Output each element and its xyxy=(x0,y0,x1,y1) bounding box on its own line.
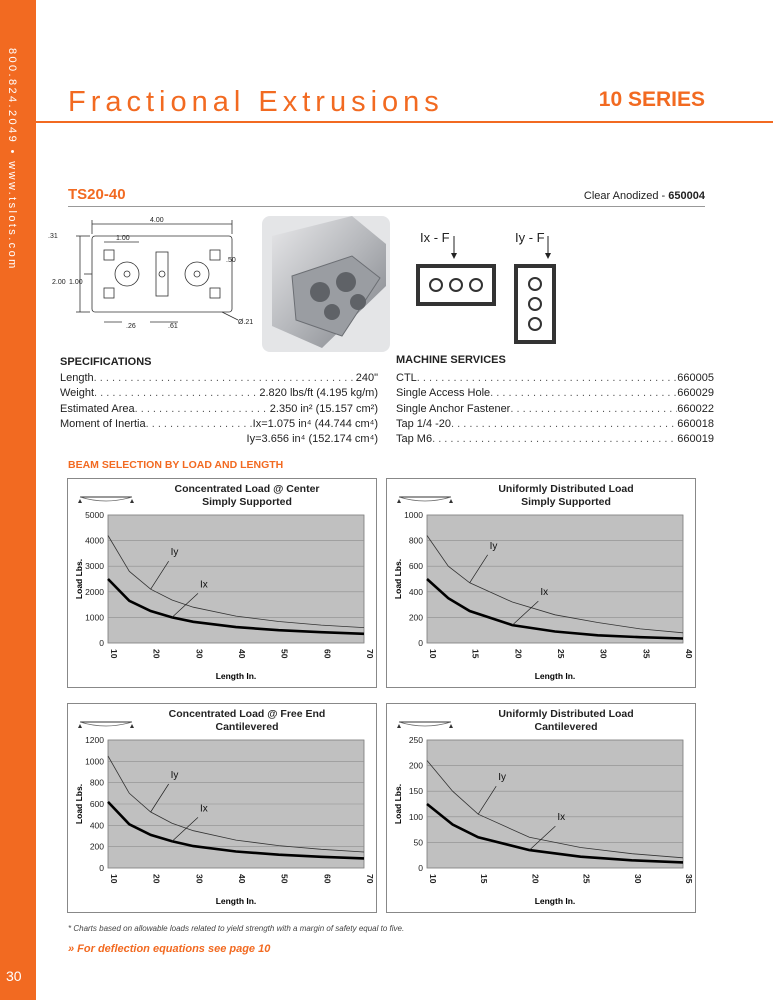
contact-text: 800.824.2049 • www.tslots.com xyxy=(6,48,18,271)
chart-panel-2 xyxy=(386,478,696,688)
ix-profile-icon xyxy=(416,234,496,308)
y-tick-label: 0 xyxy=(99,863,104,873)
spec-label: Estimated Area xyxy=(60,402,135,415)
y-axis-label: Load Lbs. xyxy=(74,558,84,600)
service-code: 660019 xyxy=(677,433,714,446)
y-tick-label: 1200 xyxy=(85,735,104,745)
chart-4 xyxy=(387,704,697,914)
specifications-heading: SPECIFICATIONS xyxy=(60,356,152,368)
chart-panel-4 xyxy=(386,703,696,913)
finish-code: 650004 xyxy=(668,190,705,202)
footnote: * Charts based on allowable loads related to yield strength with a margin of safety equal to five. xyxy=(68,924,405,933)
service-label: Tap M6 xyxy=(396,433,433,446)
series-label: 10 SERIES xyxy=(598,88,705,111)
chart-title: Uniformly Distributed Load xyxy=(498,483,634,495)
extrusion-photo xyxy=(262,216,390,352)
x-tick-label: 10 xyxy=(428,874,438,884)
chart-subtitle: Simply Supported xyxy=(202,496,292,508)
x-tick-label: 30 xyxy=(598,649,609,659)
x-axis-label: Length In. xyxy=(215,671,257,681)
x-tick-label: 20 xyxy=(530,874,541,884)
part-rule xyxy=(68,206,705,207)
chart-title-3 xyxy=(128,708,366,734)
finish-label xyxy=(584,190,705,202)
service-row xyxy=(396,432,714,447)
chart-title: Concentrated Load @ Free End xyxy=(168,708,326,720)
spec-value: Ix=1.075 in⁴ (44.744 cm⁴) xyxy=(252,417,378,430)
y-tick-label: 1000 xyxy=(404,510,423,520)
header-rule xyxy=(36,121,773,123)
y-tick-label: 150 xyxy=(408,786,423,797)
x-tick-label: 20 xyxy=(513,649,524,659)
y-tick-label: 100 xyxy=(408,811,423,822)
load-diagram-icon xyxy=(397,722,453,728)
y-tick-label: 2000 xyxy=(85,586,104,597)
service-code: 660005 xyxy=(677,372,714,384)
profile-drawing xyxy=(44,212,264,337)
y-tick-label: 800 xyxy=(408,535,423,546)
service-code: 660018 xyxy=(677,417,714,430)
chart-title: Uniformly Distributed Load xyxy=(498,708,634,720)
plot-area xyxy=(427,740,683,868)
x-tick-label: 30 xyxy=(632,874,643,884)
dim-open: .61 xyxy=(168,323,178,330)
chart-subtitle: Simply Supported xyxy=(521,496,611,508)
chart-subtitle: Cantilevered xyxy=(534,721,598,733)
y-tick-label: 200 xyxy=(89,841,104,852)
service-label: Single Access Hole xyxy=(396,387,491,400)
x-axis-label: Length In. xyxy=(215,896,257,906)
page-number: 30 xyxy=(6,968,22,984)
chart-title-2 xyxy=(447,483,685,509)
y-tick-label: 5000 xyxy=(85,510,104,520)
service-label: Single Anchor Fastener xyxy=(396,402,511,415)
y-tick-label: 4000 xyxy=(85,535,104,546)
service-row xyxy=(396,386,714,401)
series-label: Iy xyxy=(489,540,498,552)
iy-profile-icon xyxy=(512,234,558,346)
service-label: Tap 1/4 -20 xyxy=(396,417,452,430)
y-tick-label: 1000 xyxy=(85,756,104,767)
y-tick-label: 600 xyxy=(408,561,423,572)
x-tick-label: 35 xyxy=(641,649,652,659)
series-label: Iy xyxy=(498,772,506,784)
x-tick-label: 30 xyxy=(194,874,205,884)
x-tick-label: 20 xyxy=(151,649,162,659)
service-row xyxy=(396,402,714,417)
load-diagram-icon xyxy=(78,497,134,503)
x-tick-label: 40 xyxy=(237,649,247,659)
y-axis-label: Load Lbs. xyxy=(74,783,84,825)
spec-value: 240" xyxy=(355,372,378,384)
iy-text: Iy - xyxy=(515,230,537,245)
x-axis-label: Length In. xyxy=(534,671,576,681)
page-title: Fractional Extrusions xyxy=(68,86,444,118)
spec-row xyxy=(60,402,378,417)
x-tick-label: 50 xyxy=(279,649,290,659)
load-diagram-icon xyxy=(397,497,453,503)
machine-services-heading: MACHINE SERVICES xyxy=(396,354,506,366)
y-tick-label: 50 xyxy=(413,837,423,848)
y-tick-label: 0 xyxy=(418,863,423,873)
sidebar xyxy=(0,0,36,1000)
chart-title-1 xyxy=(128,483,366,509)
chart-panel-3 xyxy=(67,703,377,913)
y-axis-label: Load Lbs. xyxy=(393,558,403,600)
iy-force: F xyxy=(536,230,545,245)
service-label: CTL xyxy=(396,372,417,384)
dim-pitch-x: 1.00 xyxy=(116,235,130,242)
dim-hole: Ø.21 xyxy=(238,319,254,326)
chart-subtitle: Cantilevered xyxy=(215,721,279,733)
x-tick-label: 30 xyxy=(194,649,205,659)
finish-text: Clear Anodized - xyxy=(583,190,669,202)
spec-value: 2.350 in² (15.157 cm²) xyxy=(269,402,378,415)
y-tick-label: 3000 xyxy=(85,561,104,572)
spec-label: Moment of Inertia xyxy=(60,417,146,430)
y-tick-label: 600 xyxy=(89,799,104,809)
x-tick-label: 25 xyxy=(556,649,566,659)
ix-force: F xyxy=(441,230,450,245)
x-tick-label: 35 xyxy=(684,874,694,884)
y-tick-label: 400 xyxy=(408,586,423,597)
x-tick-label: 50 xyxy=(279,874,290,884)
spec-label: Weight xyxy=(60,387,95,400)
y-axis-label: Load Lbs. xyxy=(393,783,403,825)
chart-1 xyxy=(68,479,378,689)
series-label: Ix xyxy=(557,812,566,824)
specifications-table xyxy=(60,371,378,447)
x-tick-label: 70 xyxy=(365,649,375,659)
x-tick-label: 10 xyxy=(109,649,119,659)
x-tick-label: 20 xyxy=(151,874,162,884)
x-tick-label: 60 xyxy=(322,649,333,659)
service-code: 660022 xyxy=(677,402,714,415)
chart-panel-1 xyxy=(67,478,377,688)
chart-3 xyxy=(68,704,378,914)
spec-row xyxy=(60,386,378,401)
part-name: TS20-40 xyxy=(68,186,126,203)
series-label: Ix xyxy=(200,579,208,591)
x-tick-label: 15 xyxy=(470,649,481,659)
x-tick-label: 70 xyxy=(365,874,375,884)
y-tick-label: 0 xyxy=(418,638,423,648)
service-row xyxy=(396,371,714,386)
x-axis-label: Length In. xyxy=(534,896,576,906)
dim-right: .50 xyxy=(226,257,236,264)
load-diagram-icon xyxy=(78,722,134,728)
y-tick-label: 200 xyxy=(408,612,423,623)
series-label: Iy xyxy=(170,770,179,781)
y-tick-label: 800 xyxy=(89,777,104,788)
series-label: Ix xyxy=(540,587,549,599)
ix-text: Ix - xyxy=(420,230,442,245)
spec-extra: Iy=3.656 in⁴ (152.174 cm⁴) xyxy=(246,433,378,446)
service-code: 660029 xyxy=(677,387,714,400)
dim-height: 2.00 xyxy=(52,279,66,286)
y-tick-label: 250 xyxy=(408,735,423,745)
dim-top: .31 xyxy=(48,233,58,240)
x-tick-label: 10 xyxy=(428,649,438,659)
spec-value: 2.820 lbs/ft (4.195 kg/m) xyxy=(259,387,378,400)
dim-width: 4.00 xyxy=(150,217,164,224)
chart-title-4 xyxy=(447,708,685,734)
x-tick-label: 10 xyxy=(109,874,119,884)
chart-title: Concentrated Load @ Center xyxy=(174,483,320,495)
x-tick-label: 25 xyxy=(581,874,592,884)
machine-services-table xyxy=(396,371,714,447)
y-tick-label: 200 xyxy=(408,760,423,771)
dim-slot: .26 xyxy=(126,323,136,330)
spec-row xyxy=(60,371,378,386)
y-tick-label: 0 xyxy=(99,638,104,648)
y-tick-label: 1000 xyxy=(85,612,104,623)
x-tick-label: 60 xyxy=(322,874,333,884)
y-tick-label: 400 xyxy=(89,820,104,831)
chart-2 xyxy=(387,479,697,689)
series-label: Ix xyxy=(200,803,208,815)
dim-pitch-y: 1.00 xyxy=(69,279,83,286)
spec-label: Length xyxy=(60,372,94,384)
spec-row xyxy=(60,417,378,432)
service-row xyxy=(396,417,714,432)
beam-selection-heading: BEAM SELECTION BY LOAD AND LENGTH xyxy=(68,459,284,471)
deflection-link[interactable]: » For deflection equations see page 10 xyxy=(68,943,271,955)
plot-area xyxy=(108,515,364,643)
x-tick-label: 15 xyxy=(479,874,490,884)
x-tick-label: 40 xyxy=(684,649,694,659)
series-label: Iy xyxy=(170,547,179,559)
x-tick-label: 40 xyxy=(237,874,247,884)
